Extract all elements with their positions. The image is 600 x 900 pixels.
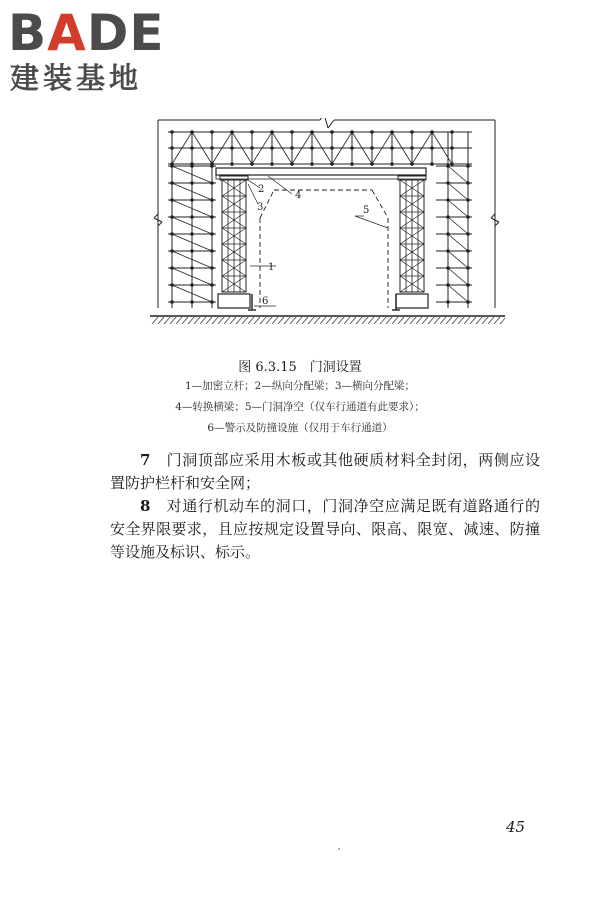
figure-legend-line-2: 4—转换横梁；5—门洞净空（仅车行通道有此要求）； <box>175 401 425 413</box>
logo-subtitle: 建装基地 <box>10 61 143 95</box>
callout-2: 2 <box>258 184 265 195</box>
paragraph-7-number: 7 <box>140 451 151 469</box>
callout-labels <box>257 184 369 307</box>
page-number: 45 <box>506 818 526 836</box>
callout-6: 6 <box>262 296 269 307</box>
callout-4: 4 <box>295 190 302 201</box>
callout-3: 3 <box>257 202 264 213</box>
brand-logo <box>8 6 178 96</box>
logo-wordmark: BADE <box>8 4 165 62</box>
diagram-lines <box>150 118 505 324</box>
scaffold-doorway-figure <box>150 118 505 340</box>
figure-legend-line-1: 1—加密立杆；2—纵向分配梁；3—横向分配梁； <box>184 380 416 392</box>
callout-5: 5 <box>363 205 370 216</box>
figure-caption-title: 图 6.3.15 门洞设置 <box>238 360 362 375</box>
paragraph-7 <box>110 449 540 495</box>
paragraph-8-number: 8 <box>140 497 151 515</box>
figure-legend-line-3: 6—警示及防撞设施（仅用于车行通道） <box>207 422 393 434</box>
paragraph-8 <box>110 495 540 564</box>
paragraph-8-text: 对通行机动车的洞口，门洞净空应满足既有道路通行的安全界限要求，且应按规定设置导向、限高、限宽、减速、防撞等设施及标识、标示。 <box>110 497 540 561</box>
paragraph-7-text: 门洞顶部应采用木板或其他硬质材料全封闭，两侧应设置防护栏杆和安全网； <box>110 451 540 492</box>
callout-1: 1 <box>268 262 275 273</box>
print-speck <box>338 848 340 850</box>
